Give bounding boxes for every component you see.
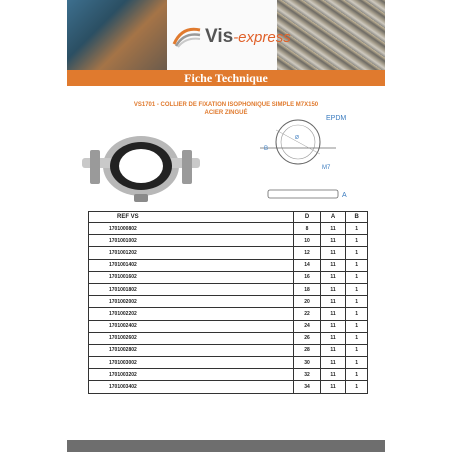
cell-d: 30: [294, 357, 321, 369]
table-row: [89, 332, 368, 344]
cell-ref: 1701002402: [89, 320, 294, 332]
side-view-band: [268, 190, 338, 198]
banner-photo-workshop: [67, 0, 167, 70]
cell-d: 14: [294, 259, 321, 271]
table-row: [89, 271, 368, 283]
cell-b: 1: [346, 369, 368, 381]
cell-b: 1: [346, 271, 368, 283]
cell-d: 26: [294, 332, 321, 344]
cell-a: 11: [320, 320, 346, 332]
dimensions-table: [88, 211, 368, 394]
table-row: [89, 235, 368, 247]
cell-d: 32: [294, 369, 321, 381]
cell-b: 1: [346, 308, 368, 320]
header-d: D: [294, 212, 321, 223]
header-ref: REF VS: [89, 212, 294, 223]
footer-bar: [67, 440, 385, 452]
cell-a: 11: [320, 357, 346, 369]
header-a: A: [320, 212, 346, 223]
cell-ref: 1701001602: [89, 271, 294, 283]
left-bolt-icon: [90, 150, 100, 184]
table-row: [89, 223, 368, 235]
page-title: Fiche Technique: [184, 71, 268, 85]
table-row: [89, 247, 368, 259]
cell-b: 1: [346, 332, 368, 344]
banner-photo-screws: [277, 0, 385, 70]
label-d: Ø: [295, 135, 299, 141]
table-row: [89, 357, 368, 369]
header-b: B: [346, 212, 368, 223]
cell-a: 11: [320, 344, 346, 356]
table-row: [89, 369, 368, 381]
cell-d: 24: [294, 320, 321, 332]
cell-a: 11: [320, 332, 346, 344]
table-row: [89, 259, 368, 271]
cell-b: 1: [346, 344, 368, 356]
cell-a: 11: [320, 271, 346, 283]
cell-d: 34: [294, 381, 321, 393]
label-b: B: [264, 146, 269, 152]
cell-b: 1: [346, 381, 368, 393]
logo-swoosh-icon: [172, 24, 202, 48]
cell-ref: 1701003402: [89, 381, 294, 393]
cell-ref: 1701001202: [89, 247, 294, 259]
cell-a: 11: [320, 259, 346, 271]
brand-suffix: -express: [233, 29, 291, 46]
label-epdm: EPDM: [326, 115, 347, 122]
cell-d: 22: [294, 308, 321, 320]
cell-ref: 1701003202: [89, 369, 294, 381]
cell-b: 1: [346, 259, 368, 271]
cell-d: 28: [294, 344, 321, 356]
table-row: [89, 308, 368, 320]
brand-name: Vis: [205, 26, 234, 47]
cell-ref: 1701002202: [89, 308, 294, 320]
cell-ref: 1701001802: [89, 283, 294, 295]
cell-ref: 1701001002: [89, 235, 294, 247]
cell-a: 11: [320, 308, 346, 320]
cell-a: 11: [320, 296, 346, 308]
cell-b: 1: [346, 296, 368, 308]
cell-ref: 1701002002: [89, 296, 294, 308]
cell-d: 18: [294, 283, 321, 295]
cell-a: 11: [320, 247, 346, 259]
product-name: VS1701 - COLLIER DE FIXATION ISOPHONIQUE SIMPLE M7X150: [133, 102, 319, 108]
label-a: A: [342, 192, 347, 199]
table-row: [89, 344, 368, 356]
brand-logo: [205, 26, 291, 48]
right-bolt-icon: [182, 150, 192, 184]
threaded-nut-icon: [134, 194, 148, 202]
cell-d: 10: [294, 235, 321, 247]
diameter-line: [276, 130, 320, 154]
cell-a: 11: [320, 369, 346, 381]
cell-a: 11: [320, 235, 346, 247]
cell-b: 1: [346, 320, 368, 332]
table-row: [89, 320, 368, 332]
cell-d: 12: [294, 247, 321, 259]
clamp-opening: [119, 149, 163, 183]
cell-d: 8: [294, 223, 321, 235]
cell-ref: 1701000802: [89, 223, 294, 235]
table-row: [89, 296, 368, 308]
cell-b: 1: [346, 357, 368, 369]
cell-b: 1: [346, 235, 368, 247]
cell-b: 1: [346, 247, 368, 259]
cell-ref: 1701001402: [89, 259, 294, 271]
cell-d: 16: [294, 271, 321, 283]
table-row: [89, 283, 368, 295]
product-material: ACIER ZINGUÉ: [204, 110, 248, 116]
title-bar: [67, 70, 385, 86]
cell-b: 1: [346, 283, 368, 295]
cell-d: 20: [294, 296, 321, 308]
table-row: [89, 381, 368, 393]
product-photo: [82, 118, 200, 202]
cell-a: 11: [320, 283, 346, 295]
label-m7: M7: [322, 165, 331, 171]
cell-ref: 1701003002: [89, 357, 294, 369]
technical-drawing: [238, 110, 358, 210]
table-header-row: [89, 212, 368, 223]
cell-a: 11: [320, 223, 346, 235]
cell-b: 1: [346, 223, 368, 235]
cell-a: 11: [320, 381, 346, 393]
header-banner: [67, 0, 385, 70]
cell-ref: 1701002602: [89, 332, 294, 344]
cell-ref: 1701002802: [89, 344, 294, 356]
